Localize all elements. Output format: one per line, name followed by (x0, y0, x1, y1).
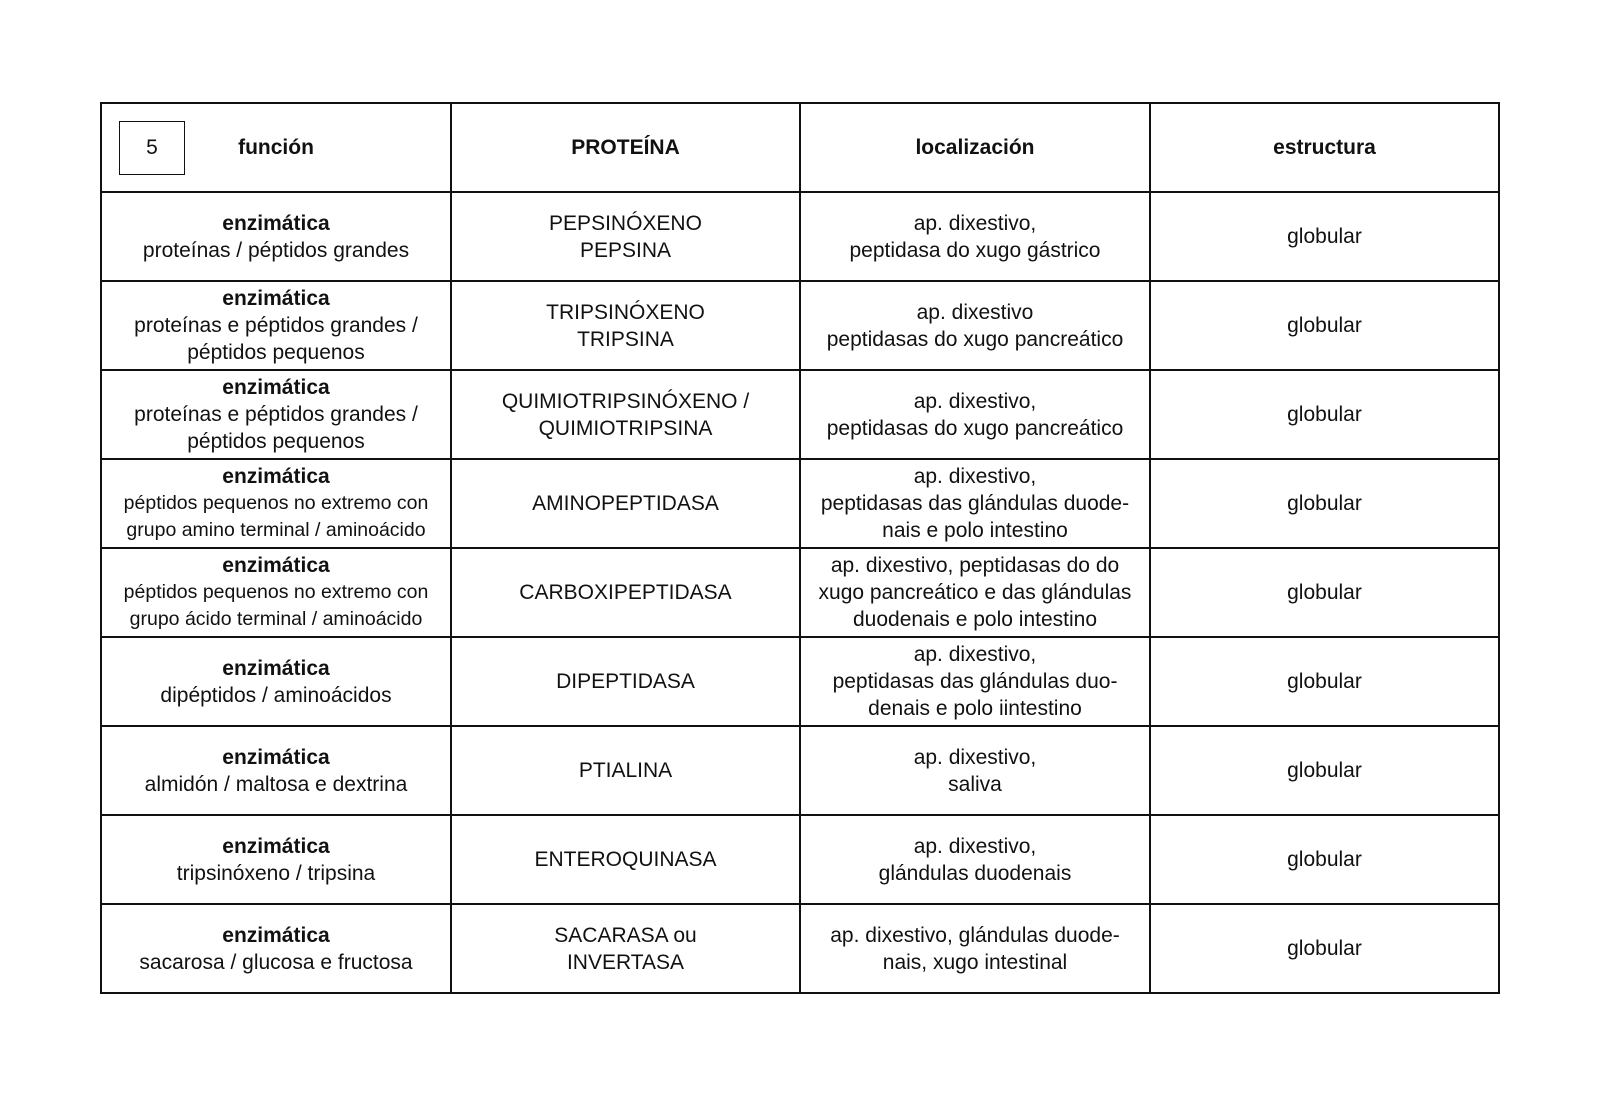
proteina-name: TRIPSINA (577, 327, 674, 351)
funcion-title: enzimática (222, 656, 330, 680)
header-estructura: estructura (1150, 103, 1499, 192)
funcion-description: tripsinóxeno / tripsina (176, 861, 376, 885)
table-row (101, 281, 1499, 370)
localizacion-line: xugo pancreático e das glándulas (818, 581, 1132, 604)
proteina-name: AMINOPEPTIDASA (532, 492, 719, 515)
localizacion-line: denais e polo iintestino (868, 697, 1082, 720)
cell-proteina (451, 370, 800, 459)
localizacion-line: ap. dixestivo, (913, 211, 1037, 235)
table-row (101, 637, 1499, 726)
proteina-name: PEPSINÓXENO (549, 211, 702, 235)
funcion-description: proteínas e péptidos grandes / (134, 403, 418, 426)
funcion-description: grupo amino terminal / aminoácido (126, 519, 426, 541)
cell-localizacion (800, 726, 1150, 815)
cell-localizacion (800, 459, 1150, 548)
page-number-box: 5 (119, 121, 185, 175)
localizacion-line: ap. dixestivo, peptidasas do do (830, 554, 1120, 577)
localizacion-line: ap. dixestivo, glándulas duode- (830, 923, 1120, 947)
proteina-name: PTIALINA (578, 759, 673, 782)
cell-estructura: globular (1150, 904, 1499, 993)
cell-localizacion (800, 192, 1150, 281)
proteina-name: TRIPSINÓXENO (546, 300, 705, 324)
cell-proteina (451, 192, 800, 281)
cell-funcion (101, 904, 451, 993)
funcion-title: enzimática (222, 745, 330, 769)
cell-estructura: globular (1150, 281, 1499, 370)
header-funcion-label: función (238, 136, 314, 159)
cell-estructura: globular (1150, 548, 1499, 637)
localizacion-line: ap. dixestivo, (913, 745, 1037, 769)
cell-funcion (101, 370, 451, 459)
table-row (101, 192, 1499, 281)
funcion-title: enzimática (222, 834, 330, 858)
funcion-description: péptidos pequenos (187, 430, 365, 453)
funcion-title: enzimática (222, 211, 330, 235)
proteina-name: ENTEROQUINASA (534, 848, 717, 871)
cell-estructura: globular (1150, 726, 1499, 815)
header-localizacion: localización (800, 103, 1150, 192)
table-row (101, 548, 1499, 637)
table-row (101, 904, 1499, 993)
localizacion-line: ap. dixestivo, (913, 389, 1037, 413)
cell-funcion (101, 726, 451, 815)
localizacion-line: ap. dixestivo, (913, 834, 1037, 858)
localizacion-line: duodenais e polo intestino (852, 608, 1098, 631)
cell-localizacion (800, 370, 1150, 459)
funcion-description: péptidos pequenos no extremo con (123, 581, 429, 603)
cell-estructura: globular (1150, 370, 1499, 459)
localizacion-line: peptidasas das glándulas duode- (820, 492, 1130, 515)
cell-proteina (451, 904, 800, 993)
cell-localizacion (800, 548, 1150, 637)
cell-proteina (451, 726, 800, 815)
funcion-title: enzimática (222, 923, 330, 947)
proteina-name: DIPEPTIDASA (556, 670, 695, 693)
protein-table (100, 102, 1500, 994)
cell-funcion (101, 548, 451, 637)
funcion-description: péptidos pequenos (187, 341, 365, 364)
funcion-description: grupo ácido terminal / aminoácido (129, 608, 423, 630)
cell-localizacion (800, 637, 1150, 726)
cell-localizacion (800, 904, 1150, 993)
localizacion-line: peptidasa do xugo gástrico (849, 238, 1101, 262)
proteina-name: CARBOXIPEPTIDASA (519, 581, 732, 604)
localizacion-line: nais, xugo intestinal (882, 950, 1068, 974)
cell-proteina (451, 548, 800, 637)
localizacion-line: ap. dixestivo (916, 300, 1034, 324)
cell-funcion (101, 281, 451, 370)
cell-proteina (451, 281, 800, 370)
localizacion-line: glándulas duodenais (878, 861, 1072, 885)
cell-funcion (101, 637, 451, 726)
cell-localizacion (800, 281, 1150, 370)
localizacion-line: ap. dixestivo, (913, 643, 1037, 666)
cell-funcion (101, 815, 451, 904)
table-row (101, 459, 1499, 548)
cell-proteina (451, 637, 800, 726)
funcion-description: proteínas / péptidos grandes (142, 238, 410, 262)
cell-funcion (101, 192, 451, 281)
cell-funcion (101, 459, 451, 548)
proteina-name: INVERTASA (566, 950, 685, 974)
localizacion-line: peptidasas das glándulas duo- (832, 670, 1118, 693)
header-funcion (101, 103, 451, 192)
header-row (101, 103, 1499, 192)
funcion-title: enzimática (222, 554, 330, 577)
cell-localizacion (800, 815, 1150, 904)
cell-estructura: globular (1150, 459, 1499, 548)
funcion-description: almidón / maltosa e dextrina (144, 772, 408, 796)
table-row (101, 726, 1499, 815)
localizacion-line: peptidasas do xugo pancreático (826, 327, 1124, 351)
cell-estructura: globular (1150, 192, 1499, 281)
proteina-name: SACARASA ou (554, 923, 697, 947)
funcion-title: enzimática (222, 287, 330, 310)
header-proteina: PROTEÍNA (451, 103, 800, 192)
cell-estructura: globular (1150, 815, 1499, 904)
funcion-title: enzimática (222, 376, 330, 399)
funcion-description: sacarosa / glucosa e fructosa (139, 950, 413, 974)
funcion-description: péptidos pequenos no extremo con (123, 492, 429, 514)
cell-proteina (451, 815, 800, 904)
proteina-name: QUIMIOTRIPSINA (538, 416, 713, 440)
funcion-description: dipéptidos / aminoácidos (160, 683, 392, 707)
cell-proteina (451, 459, 800, 548)
cell-estructura: globular (1150, 637, 1499, 726)
localizacion-line: saliva (948, 772, 1002, 796)
localizacion-line: peptidasas do xugo pancreático (826, 416, 1124, 440)
table-row (101, 815, 1499, 904)
proteina-name: PEPSINA (579, 238, 672, 262)
localizacion-line: nais e polo intestino (882, 519, 1068, 542)
funcion-title: enzimática (222, 465, 330, 488)
table-row (101, 370, 1499, 459)
funcion-description: proteínas e péptidos grandes / (134, 314, 418, 337)
localizacion-line: ap. dixestivo, (913, 465, 1037, 488)
proteina-name: QUIMIOTRIPSINÓXENO / (501, 389, 750, 413)
